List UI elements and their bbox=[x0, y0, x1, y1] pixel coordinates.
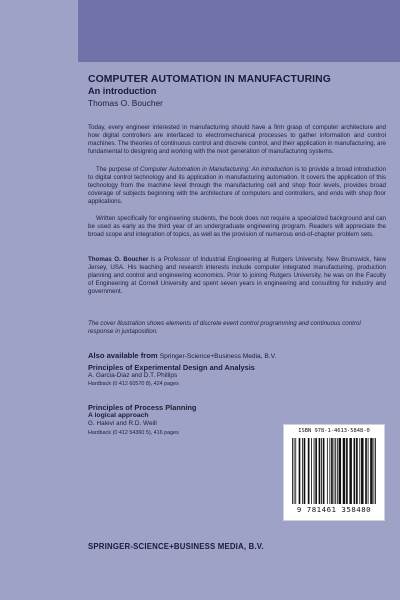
related-book-authors: G. Halevi and R.D. Weill bbox=[88, 420, 157, 428]
description-paragraph-2 bbox=[88, 166, 386, 206]
book-author: Thomas O. Boucher bbox=[88, 98, 163, 108]
book-subtitle: An introduction bbox=[88, 86, 157, 96]
author-bio bbox=[88, 256, 386, 296]
bio-text: is a Professor of Industrial Engineering at Rutgers University, New Brunswick, New Jersey, USA. His teaching and research interests include computer integrated manufacturing, production planning and control and engineering economics. Prior to joining Rutgers University, he was on the Faculty of Engineering at Cornell University and spent seven years in engineering and consulting for industry and government. bbox=[88, 256, 386, 296]
spine-edge bbox=[0, 0, 78, 62]
also-available-publisher: Springer-Science+Business Media, B.V. bbox=[159, 353, 277, 360]
ean-number: 9 781461 358480 bbox=[296, 505, 372, 514]
cover-illustration-note: The cover illustration shows elements of discrete event control programming and continuous control response in juxtaposition. bbox=[88, 320, 361, 336]
related-book-authors: A. Garcia-Diaz and D.T. Phillips bbox=[88, 372, 178, 380]
also-available-heading bbox=[88, 351, 386, 360]
p2-book-title: Computer Automation in Manufacturing: An introduction bbox=[140, 166, 294, 173]
related-book-meta: Hardback (0 412 54360 5), 416 pages bbox=[88, 429, 179, 436]
also-available-label: Also available from bbox=[88, 351, 160, 360]
related-book-meta: Hardback (0 412 60570 8), 424 pages bbox=[88, 381, 179, 388]
related-book-title: Principles of Experimental Design and Analysis bbox=[88, 363, 255, 372]
related-book-subtitle: A logical approach bbox=[88, 412, 149, 420]
bio-author-name: Thomas O. Boucher bbox=[88, 256, 149, 263]
related-book-title: Principles of Process Planning bbox=[88, 403, 197, 412]
barcode-icon bbox=[291, 438, 377, 506]
p3-text: Written specifically for engineering students, the book does not require a specialized background and can be used as early as the third year of an undergraduate engineering program. Readers will appreciate the broad scope and integration of topics, as well as the provision of numerous end-of-chapter problem sets. bbox=[88, 215, 386, 239]
publisher-footer: SPRINGER-SCIENCE+BUSINESS MEDIA, B.V. bbox=[88, 542, 264, 551]
p2-prefix: The purpose of bbox=[96, 166, 141, 173]
top-color-band bbox=[78, 0, 400, 62]
description-paragraph-3 bbox=[88, 215, 386, 239]
isbn-label: ISBN 978-1-4613-5848-0 bbox=[298, 428, 370, 434]
barcode-box bbox=[283, 424, 385, 521]
related-book-1 bbox=[88, 364, 386, 389]
book-title: COMPUTER AUTOMATION IN MANUFACTURING bbox=[88, 74, 331, 85]
description-paragraph-1: Today, every engineer interested in manufacturing should have a firm grasp of computer architecture and how digital controllers are interfaced to electromechanical processes to gather information and control machines. The theories of continuous control and discrete control, and their application in manufacturing, are fundamental to designing and working with the next generation of manufacturing systems. bbox=[88, 124, 386, 156]
p2-rest: is to provide a broad introduction to digital control technology and its application in manufacturing automation. It covers the application of this technology from the machine level through the manufacturing cell and shop floor levels, provides broad coverage of subjects beginning with the architecture of computers and controllers, and ends with shop floor applications. bbox=[88, 166, 387, 206]
